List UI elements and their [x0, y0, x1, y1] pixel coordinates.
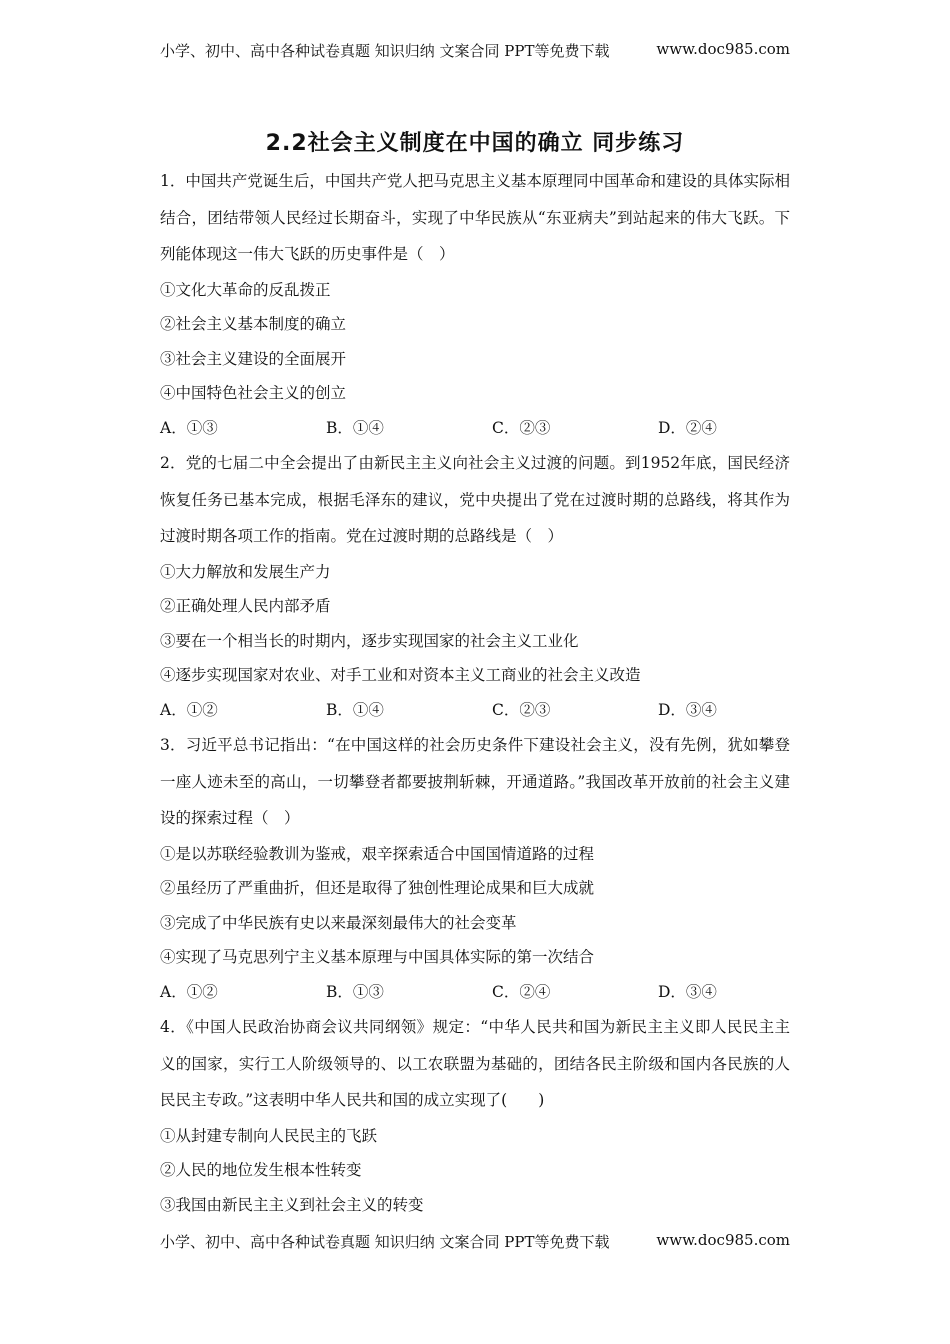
statement-option: ③要在一个相当长的时期内，逐步实现国家的社会主义工业化: [160, 631, 579, 650]
answer-choice-b: B．①③: [326, 982, 384, 1001]
answer-choices: [160, 693, 790, 728]
question-stem: 2．党的七届二中全会提出了由新民主主义向社会主义过渡的问题。到1952年底，国民经济恢复任务已基本完成，根据毛泽东的建议，党中央提出了党在过渡时期的总路线，将其作为过渡时期各项工作的指南。党在过渡时期的总路线是（ ）: [160, 454, 790, 545]
statement-option: ③社会主义建设的全面展开: [160, 349, 347, 368]
statement-option: ③完成了中华民族有史以来最深刻最伟大的社会变革: [160, 913, 517, 932]
statement-option: ④中国特色社会主义的创立: [160, 384, 347, 402]
statement-option: ①从封建专制向人民民主的飞跃: [160, 1126, 378, 1145]
question-3: [160, 727, 790, 1009]
answer-choice-a: A．①②: [160, 982, 218, 1001]
question-stem: 3．习近平总书记指出：“在中国这样的社会历史条件下建设社会主义，没有先例，犹如攀登一座人迹未至的高山，一切攀登者都要披荆斩棘，开通道路。”我国改革开放前的社会主义建设的探索过程（ ）: [160, 736, 790, 827]
answer-choice-b: B．①④: [326, 418, 384, 437]
page-footer: [160, 1231, 790, 1252]
answer-choice-d: D．③④: [658, 982, 717, 1001]
question-1: [160, 163, 790, 445]
statement-option: ①大力解放和发展生产力: [160, 562, 331, 581]
statement-option: ②人民的地位发生根本性转变: [160, 1161, 362, 1179]
statement-option: ①文化大革命的反乱拨正: [160, 280, 331, 299]
header-url: www.doc985.com: [656, 40, 790, 58]
question-stem: 4．《中国人民政治协商会议共同纲领》规定：“中华人民共和国为新民主主义即人民民主主义的国家，实行工人阶级领导的、以工农联盟为基础的，团结各民主阶级和国内各民族的人民民主专政。”这表明中华人民共和国的成立实现了( ): [160, 1018, 790, 1109]
question-4: [160, 1009, 790, 1222]
question-stem: 1．中国共产党诞生后，中国共产党人把马克思主义基本原理同中国革命和建设的具体实际相结合，团结带领人民经过长期奋斗，实现了中华民族从“东亚病夫”到站起来的伟大飞跃。下列能体现这一伟大飞跃的历史事件是（ ）: [160, 172, 790, 263]
question-2: [160, 445, 790, 727]
page-title: 2.2社会主义制度在中国的确立 同步练习: [265, 131, 685, 156]
statement-option: ④实现了马克思列宁主义基本原理与中国具体实际的第一次结合: [160, 948, 595, 966]
answer-choice-c: C．②③: [492, 700, 551, 719]
answer-choices: [160, 975, 790, 1010]
answer-choice-a: A．①②: [160, 700, 218, 719]
answer-choice-a: A．①③: [160, 418, 218, 437]
question-list: [160, 163, 790, 1222]
statement-option: ①是以苏联经验教训为鉴戒，艰辛探索适合中国国情道路的过程: [160, 844, 595, 863]
page-header: [160, 40, 790, 61]
statement-option: ④逐步实现国家对农业、对手工业和对资本主义工商业的社会主义改造: [160, 666, 641, 684]
answer-choices: [160, 411, 790, 446]
answer-choice-d: D．③④: [658, 700, 717, 719]
answer-choice-d: D．②④: [658, 418, 717, 437]
answer-choice-b: B．①④: [326, 700, 384, 719]
answer-choice-c: C．②④: [492, 982, 551, 1001]
statement-option: ②正确处理人民内部矛盾: [160, 597, 331, 615]
header-text: 小学、初中、高中各种试卷真题 知识归纳 文案合同 PPT等免费下载: [160, 42, 610, 60]
statement-option: ②虽经历了严重曲折，但还是取得了独创性理论成果和巨大成就: [160, 879, 595, 897]
statement-option: ③我国由新民主主义到社会主义的转变: [160, 1195, 424, 1214]
answer-choice-c: C．②③: [492, 418, 551, 437]
footer-url: www.doc985.com: [656, 1231, 790, 1249]
statement-option: ②社会主义基本制度的确立: [160, 315, 347, 333]
footer-text: 小学、初中、高中各种试卷真题 知识归纳 文案合同 PPT等免费下载: [160, 1233, 610, 1251]
